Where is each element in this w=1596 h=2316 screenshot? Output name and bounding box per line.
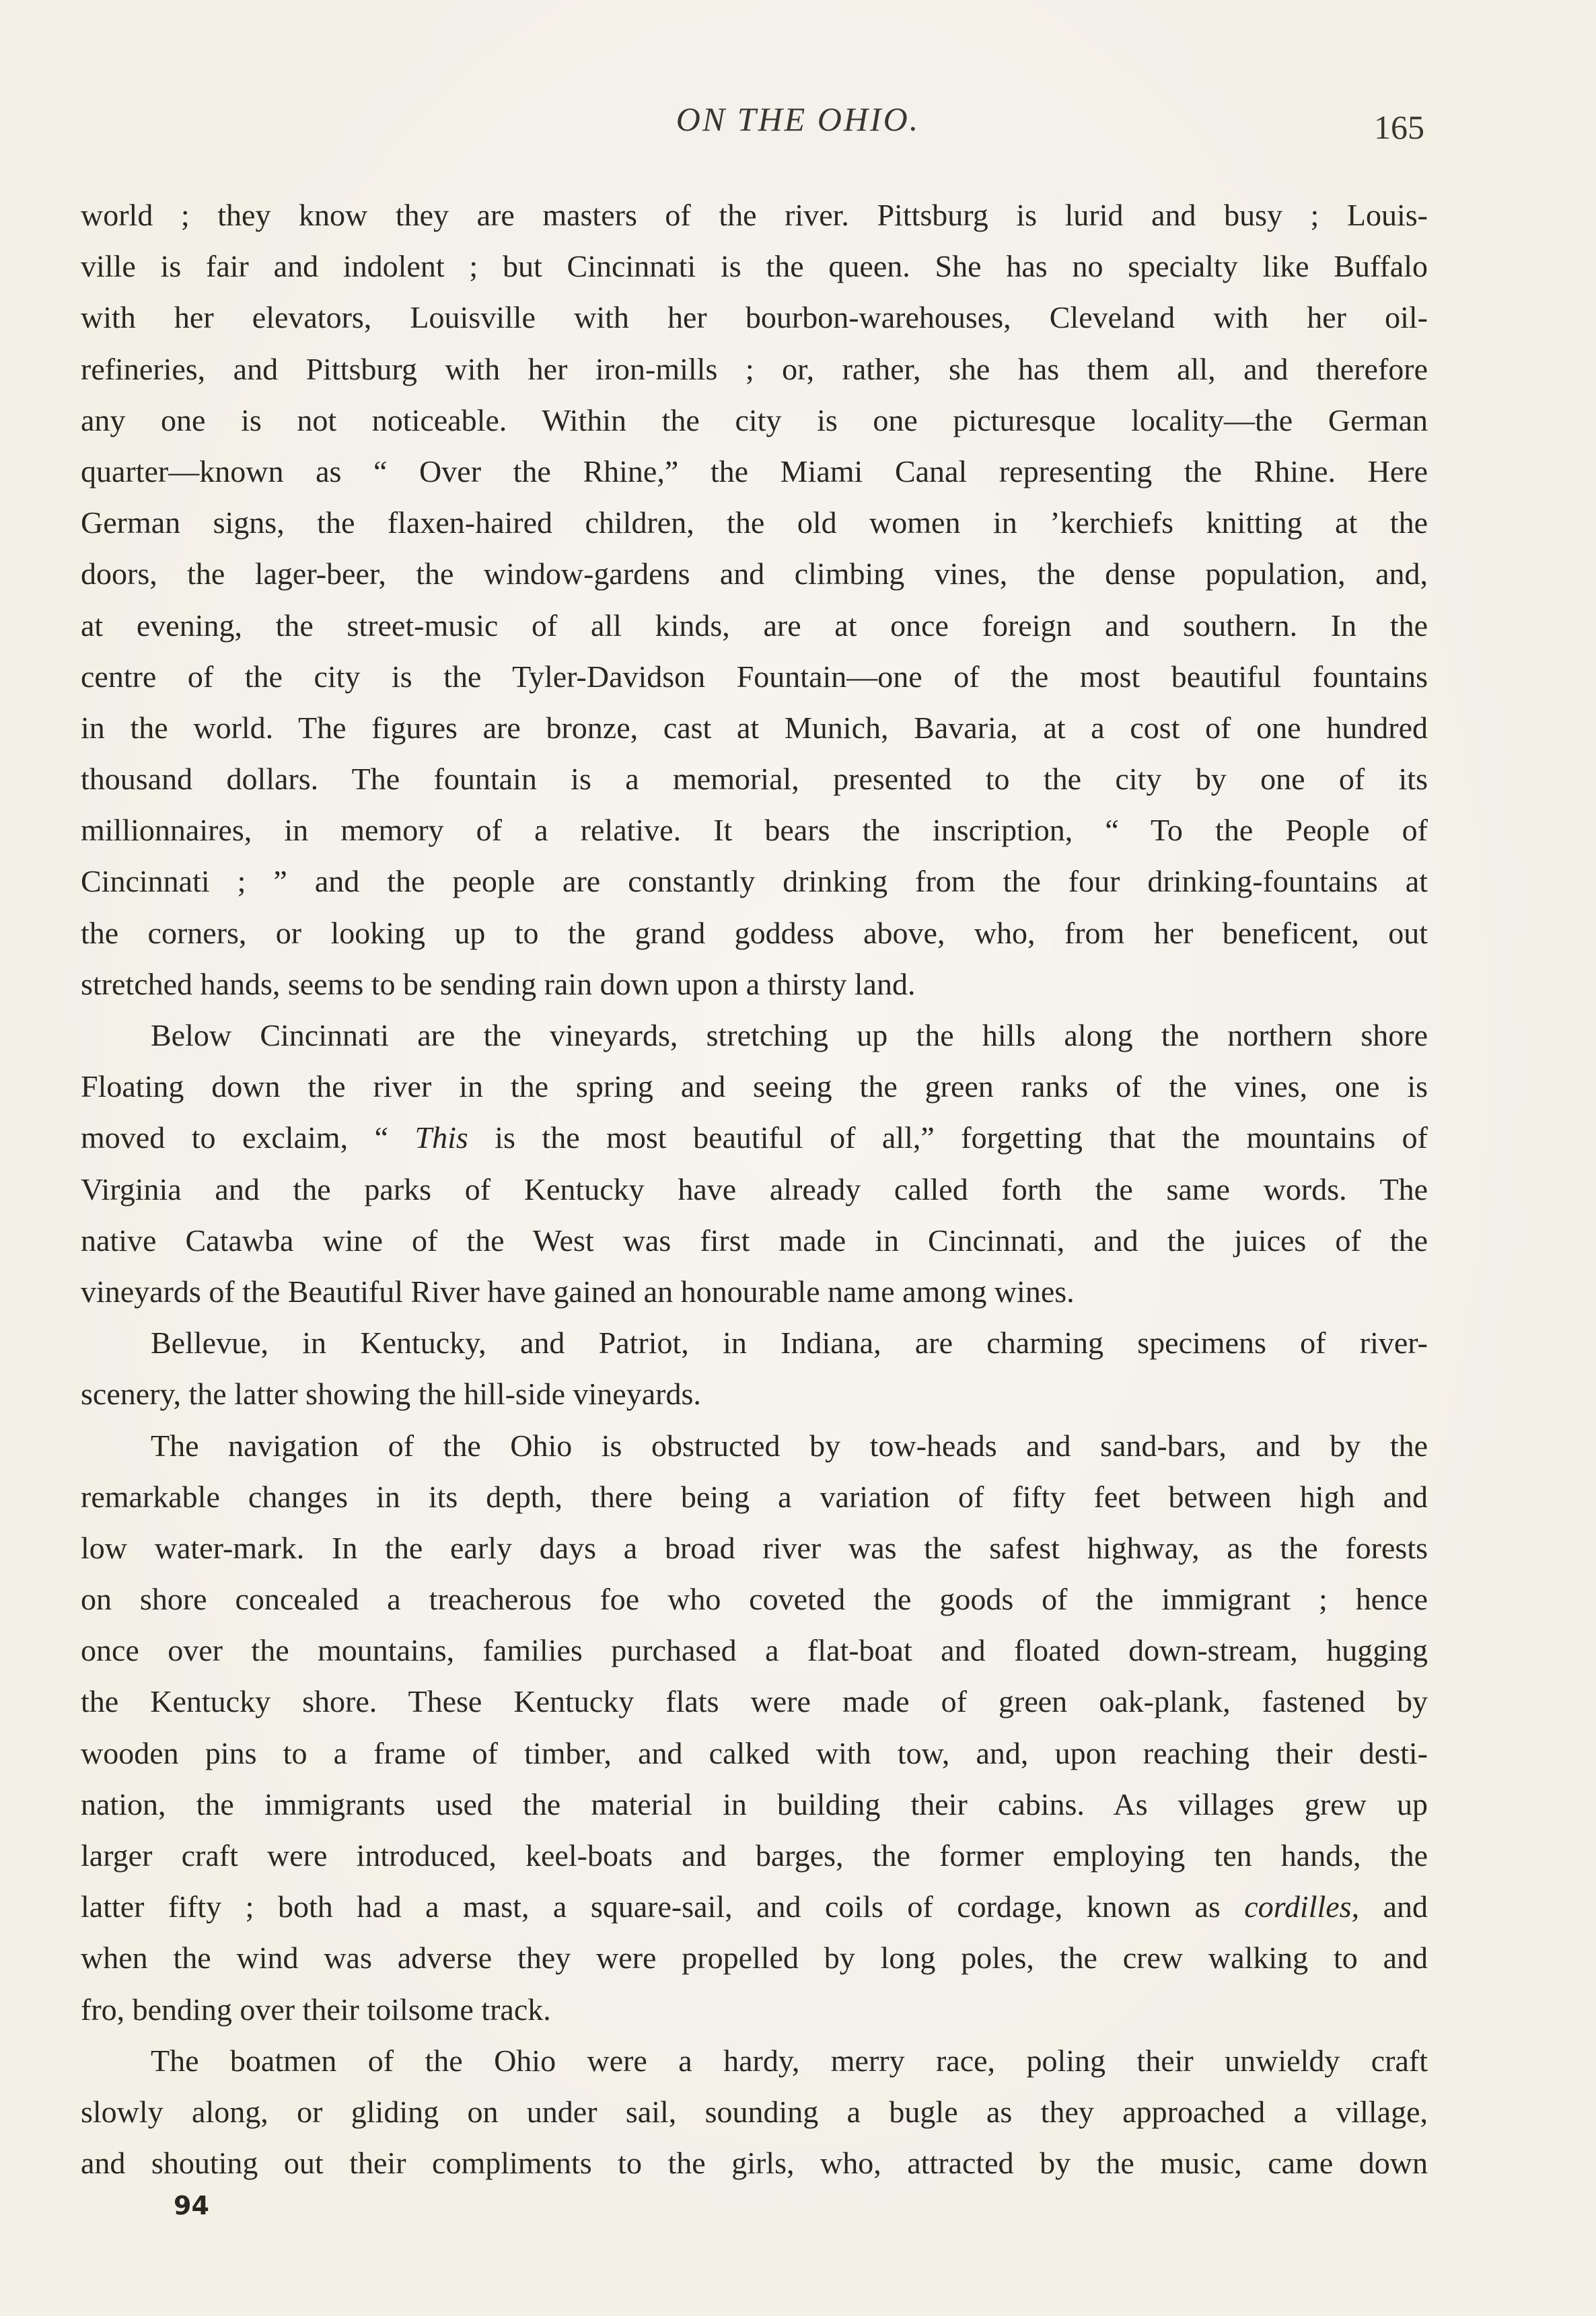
text-fragment: latter fifty ; both had a mast, a square-sail, and coils of cordage, known as: [81, 1889, 1245, 1924]
text-line: Virginia and the parks of Kentucky have already called forth the same words. The: [81, 1171, 1428, 1206]
text-line-with-italic: [81, 1112, 1428, 1163]
text-line: fro, bending over their toilsome track.: [81, 1992, 551, 2027]
text-line: and shouting out their compliments to the girls, who, attracted by the music, came down: [81, 2146, 1428, 2181]
text-line: quarter—known as “ Over the Rhine,” the Miami Canal representing the Rhine. Here: [81, 454, 1428, 488]
text-line: on shore concealed a treacherous foe who coveted the goods of the immigrant ; hence: [81, 1582, 1428, 1617]
text-line-with-italic: [81, 1881, 1428, 1932]
text-line: native Catawba wine of the West was first made in Cincinnati, and the juices of the: [81, 1223, 1428, 1258]
text-line: the corners, or looking up to the grand goddess above, who, from her beneficent, out: [81, 915, 1428, 950]
text-line: with her elevators, Louisville with her bourbon-warehouses, Cleveland with her oil-: [81, 300, 1428, 335]
text-line: refineries, and Pittsburg with her iron-mills ; or, rather, she has them all, and therefore: [81, 351, 1428, 386]
text-line: Cincinnati ; ” and the people are constantly drinking from the four drinking-fountains at: [81, 864, 1428, 899]
text-line: when the wind was adverse they were propelled by long poles, the crew walking to and: [81, 1941, 1428, 1976]
text-line: Bellevue, in Kentucky, and Patriot, in Indiana, are charming specimens of river-: [151, 1326, 1428, 1361]
text-line: larger craft were introduced, keel-boats and barges, the former employing ten hands, the: [81, 1838, 1428, 1873]
text-line: stretched hands, seems to be sending rain down upon a thirsty land.: [81, 966, 916, 1001]
signature-mark: 94: [174, 2191, 209, 2220]
text-line: the Kentucky shore. These Kentucky flats were made of green oak-plank, fastened by: [81, 1684, 1428, 1719]
text-line: low water-mark. In the early days a broad river was the safest highway, as the forests: [81, 1530, 1428, 1565]
text-fragment: moved to exclaim, “: [81, 1120, 415, 1155]
body-text: [81, 190, 1428, 2189]
text-line: Floating down the river in the spring and seeing the green ranks of the vines, one is: [81, 1069, 1428, 1104]
italic-word: This: [414, 1120, 468, 1155]
text-line: doors, the lager-beer, the window-gardens and climbing vines, the dense population, and,: [81, 556, 1428, 591]
italic-word: cordilles,: [1244, 1889, 1360, 1924]
text-line: wooden pins to a frame of timber, and calked with tow, and, upon reaching their desti-: [81, 1735, 1428, 1770]
text-fragment: is the most beautiful of all,” forgetting that the mountains of: [468, 1120, 1428, 1155]
text-line: The navigation of the Ohio is obstructed by tow-heads and sand-bars, and by the: [151, 1428, 1428, 1463]
running-head: ON THE OHIO.: [676, 100, 920, 138]
text-line: once over the mountains, families purchased a flat-boat and floated down-stream, hugging: [81, 1633, 1428, 1668]
text-line: centre of the city is the Tyler-Davidson Fountain—one of the most beautiful fountains: [81, 659, 1428, 694]
text-line: thousand dollars. The fountain is a memorial, presented to the city by one of its: [81, 762, 1428, 797]
text-fragment: and: [1359, 1889, 1428, 1924]
text-line: vineyards of the Beautiful River have gained an honourable name among wines.: [81, 1274, 1075, 1309]
text-line: German signs, the flaxen-haired children, the old women in ’kerchiefs knitting at the: [81, 505, 1428, 540]
text-line: any one is not noticeable. Within the city is one picturesque locality—the German: [81, 402, 1428, 437]
text-line: at evening, the street-music of all kinds, are at once foreign and southern. In the: [81, 608, 1428, 643]
text-line: millionnaires, in memory of a relative. It bears the inscription, “ To the People of: [81, 813, 1428, 848]
text-line: in the world. The figures are bronze, cast at Munich, Bavaria, at a cost of one hundred: [81, 710, 1428, 745]
text-line: slowly along, or gliding on under sail, sounding a bugle as they approached a village,: [81, 2094, 1428, 2129]
text-line: The boatmen of the Ohio were a hardy, merry race, poling their unwieldy craft: [151, 2043, 1428, 2078]
text-line: ville is fair and indolent ; but Cincinnati is the queen. She has no specialty like Buffalo: [81, 249, 1428, 284]
text-line: Below Cincinnati are the vineyards, stretching up the hills along the northern shore: [151, 1018, 1428, 1052]
text-line: nation, the immigrants used the material in building their cabins. As villages grew up: [81, 1786, 1428, 1821]
text-line: scenery, the latter showing the hill-side vineyards.: [81, 1377, 701, 1412]
page-number: 165: [1374, 108, 1424, 146]
text-line: world ; they know they are masters of the river. Pittsburg is lurid and busy ; Louis-: [81, 198, 1428, 232]
text-line: remarkable changes in its depth, there being a variation of fifty feet between high and: [81, 1479, 1428, 1514]
